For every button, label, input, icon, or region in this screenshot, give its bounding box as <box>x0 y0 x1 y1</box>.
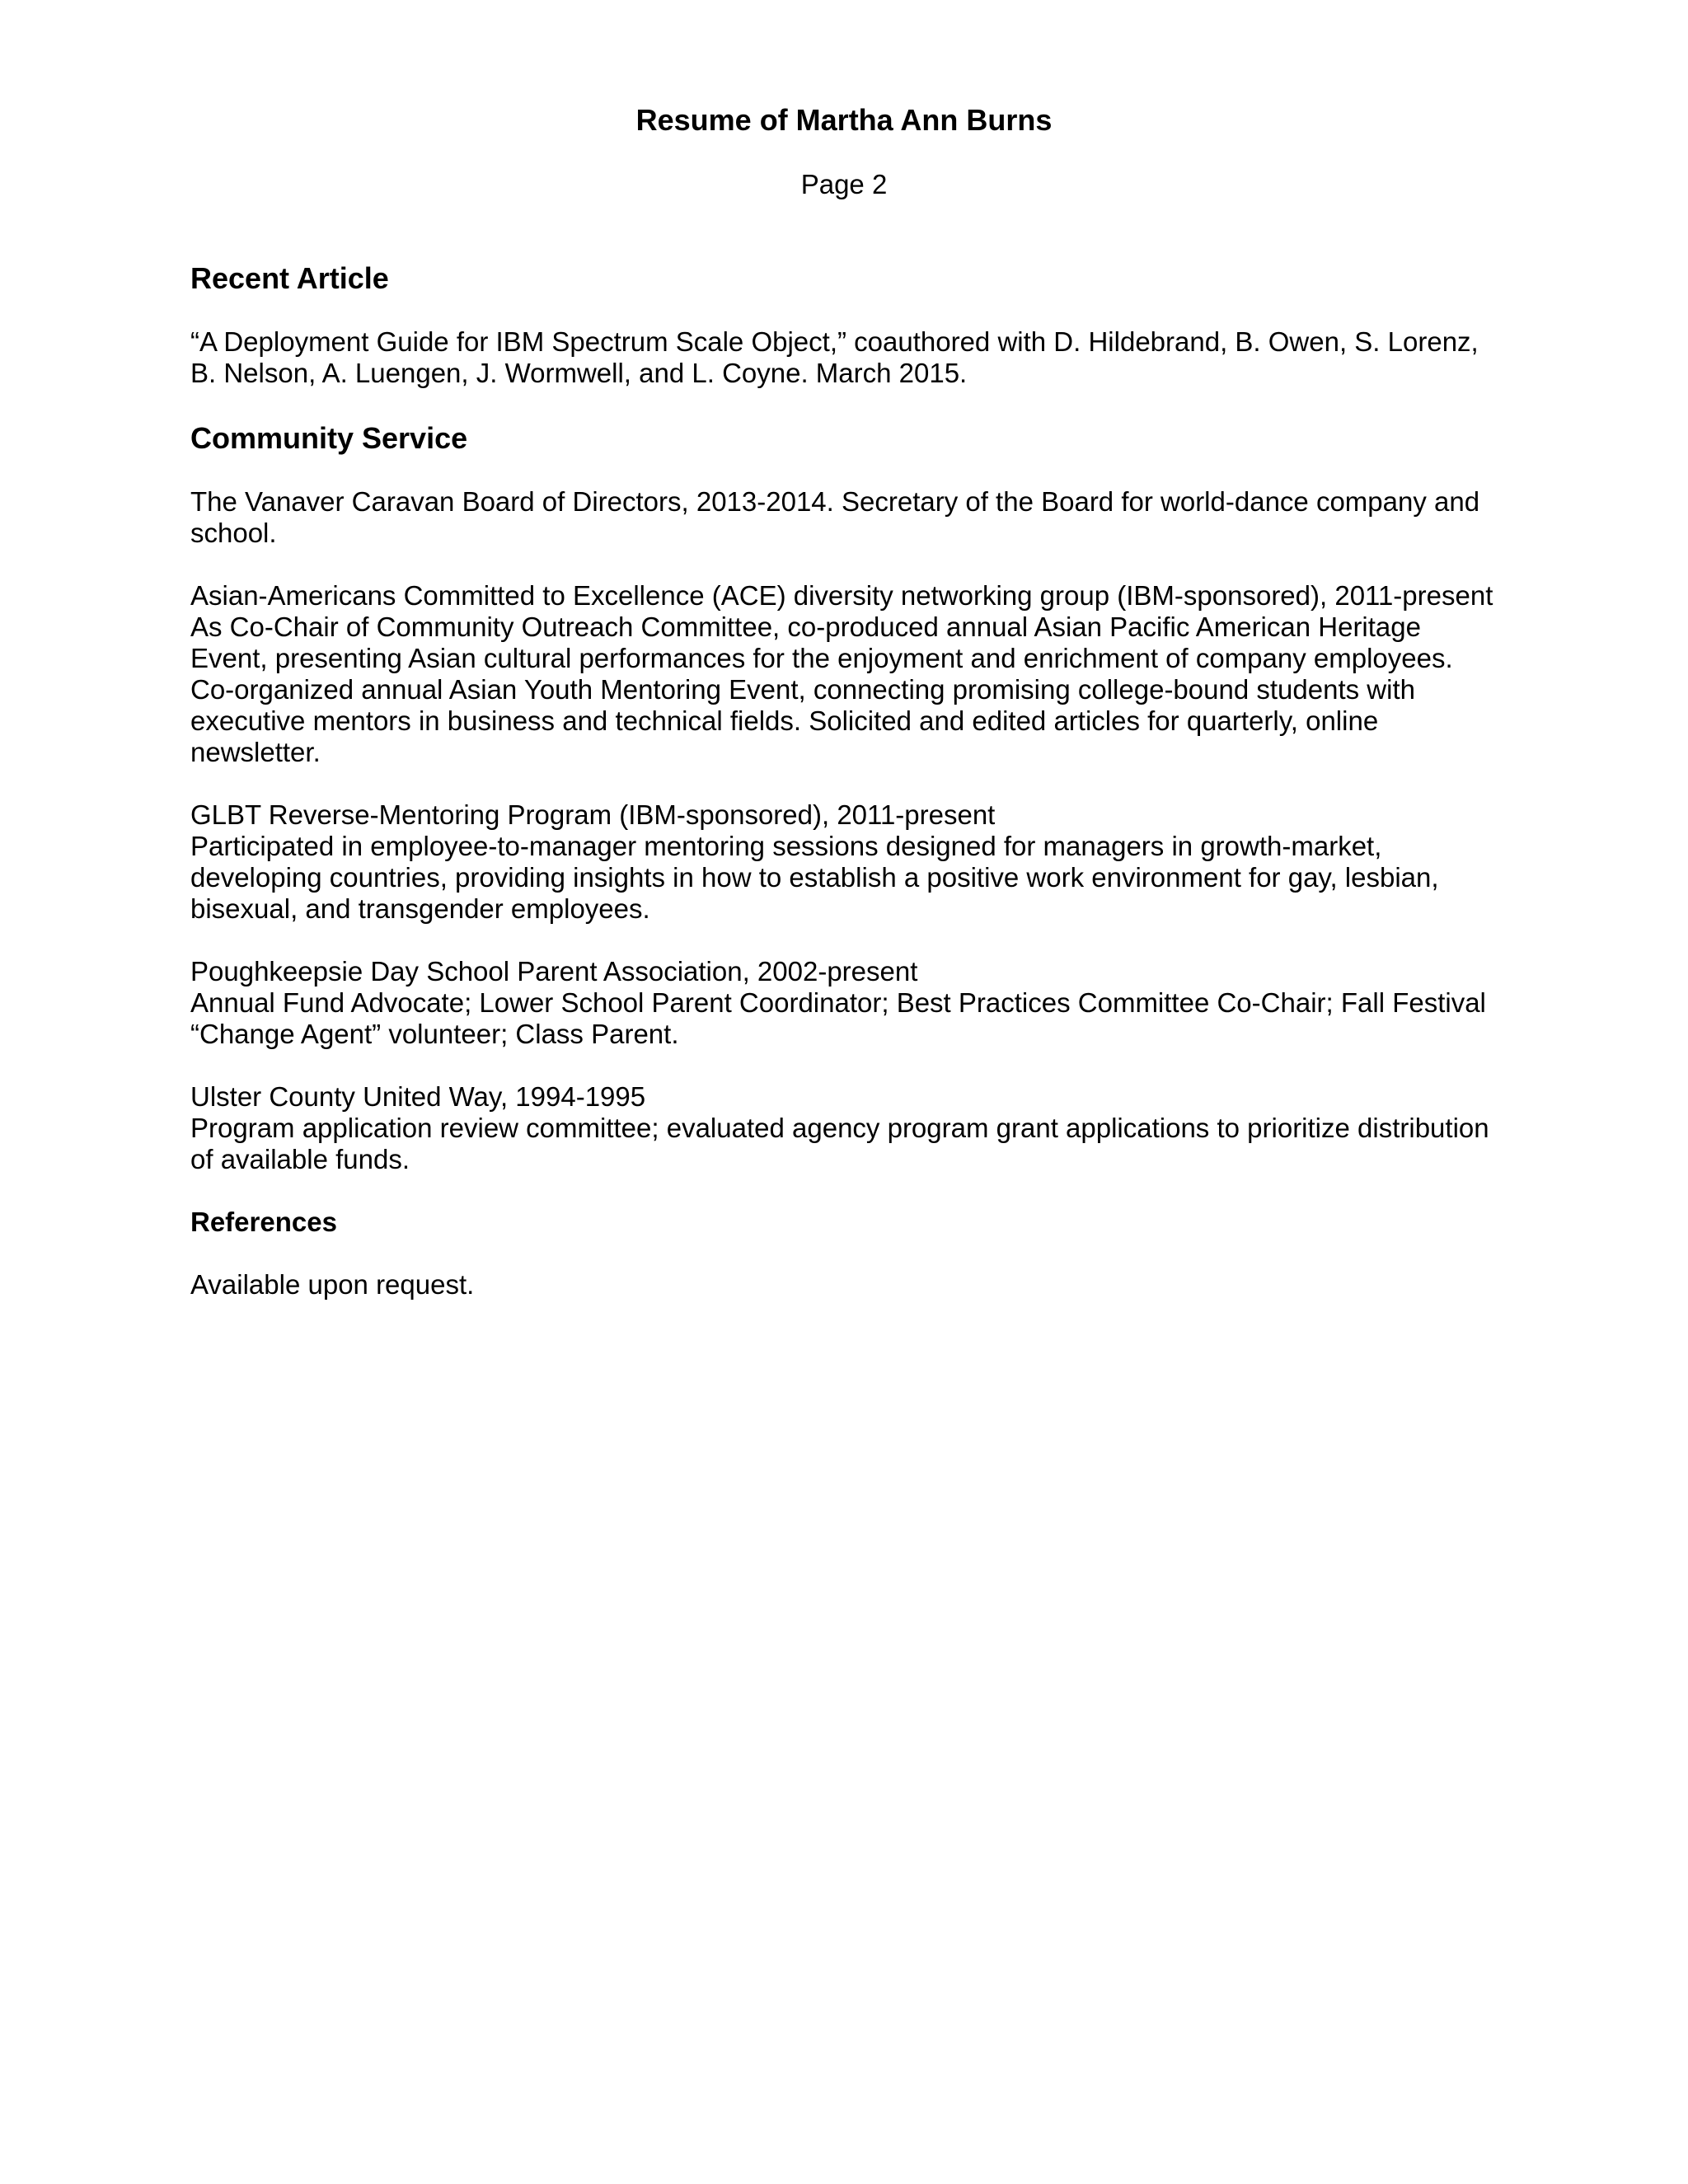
citation-line: B. Nelson, A. Luengen, J. Wormwell, and L. Coyne. March 2015. <box>190 358 968 388</box>
recent-article-heading: Recent Article <box>190 261 389 295</box>
citation-line: “A Deployment Guide for IBM Spectrum Scale Object,” coauthored with D. Hildebrand, B. Owen, S. Lorenz, <box>190 326 1479 357</box>
entry-line: developing countries, providing insights in how to establish a positive work environment for gay, lesbian, <box>190 862 1439 893</box>
entry-line: Asian-Americans Committed to Excellence (ACE) diversity networking group (IBM-sponsored), 2011-present <box>190 580 1493 611</box>
community-service-heading: Community Service <box>190 421 468 455</box>
entry-line: Participated in employee-to-manager mentoring sessions designed for managers in growth-market, <box>190 831 1382 861</box>
entry-line: of available funds. <box>190 1144 410 1174</box>
entry-line: Co-organized annual Asian Youth Mentoring Event, connecting promising college-bound students with <box>190 674 1415 705</box>
service-entry-vanaver-caravan <box>190 486 1509 549</box>
entry-line: school. <box>190 518 277 548</box>
references-heading: References <box>190 1207 337 1237</box>
entry-line: Program application review committee; evaluated agency program grant applications to prioritize distribution <box>190 1113 1489 1143</box>
entry-line: Poughkeepsie Day School Parent Association, 2002-present <box>190 956 918 987</box>
references-text: Available upon request. <box>190 1269 475 1300</box>
service-entry-poughkeepsie <box>190 956 1509 1050</box>
entry-line: bisexual, and transgender employees. <box>190 893 650 924</box>
entry-line: Ulster County United Way, 1994-1995 <box>190 1081 646 1112</box>
entry-line: newsletter. <box>190 737 321 767</box>
entry-line: Event, presenting Asian cultural performances for the enjoyment and enrichment of company employees. <box>190 643 1453 673</box>
entry-line: GLBT Reverse-Mentoring Program (IBM-sponsored), 2011-present <box>190 799 996 830</box>
resume-body <box>190 260 1509 1332</box>
service-entry-ace <box>190 580 1509 768</box>
entry-line: As Co-Chair of Community Outreach Committee, co-produced annual Asian Pacific American Heritage <box>190 612 1421 642</box>
recent-article-citation <box>190 326 1509 389</box>
entry-line: The Vanaver Caravan Board of Directors, 2013-2014. Secretary of the Board for world-dance company and <box>190 486 1480 517</box>
entry-line: “Change Agent” volunteer; Class Parent. <box>190 1019 679 1049</box>
entry-line: Annual Fund Advocate; Lower School Parent Coordinator; Best Practices Committee Co-Chair; Fall Festival <box>190 987 1486 1018</box>
service-entry-glbt <box>190 799 1509 925</box>
entry-line: executive mentors in business and technical fields. Solicited and edited articles for quarterly, online <box>190 705 1379 736</box>
page-title: Resume of Martha Ann Burns <box>635 103 1053 137</box>
page-number: Page 2 <box>800 169 888 199</box>
service-entry-united-way <box>190 1081 1509 1175</box>
